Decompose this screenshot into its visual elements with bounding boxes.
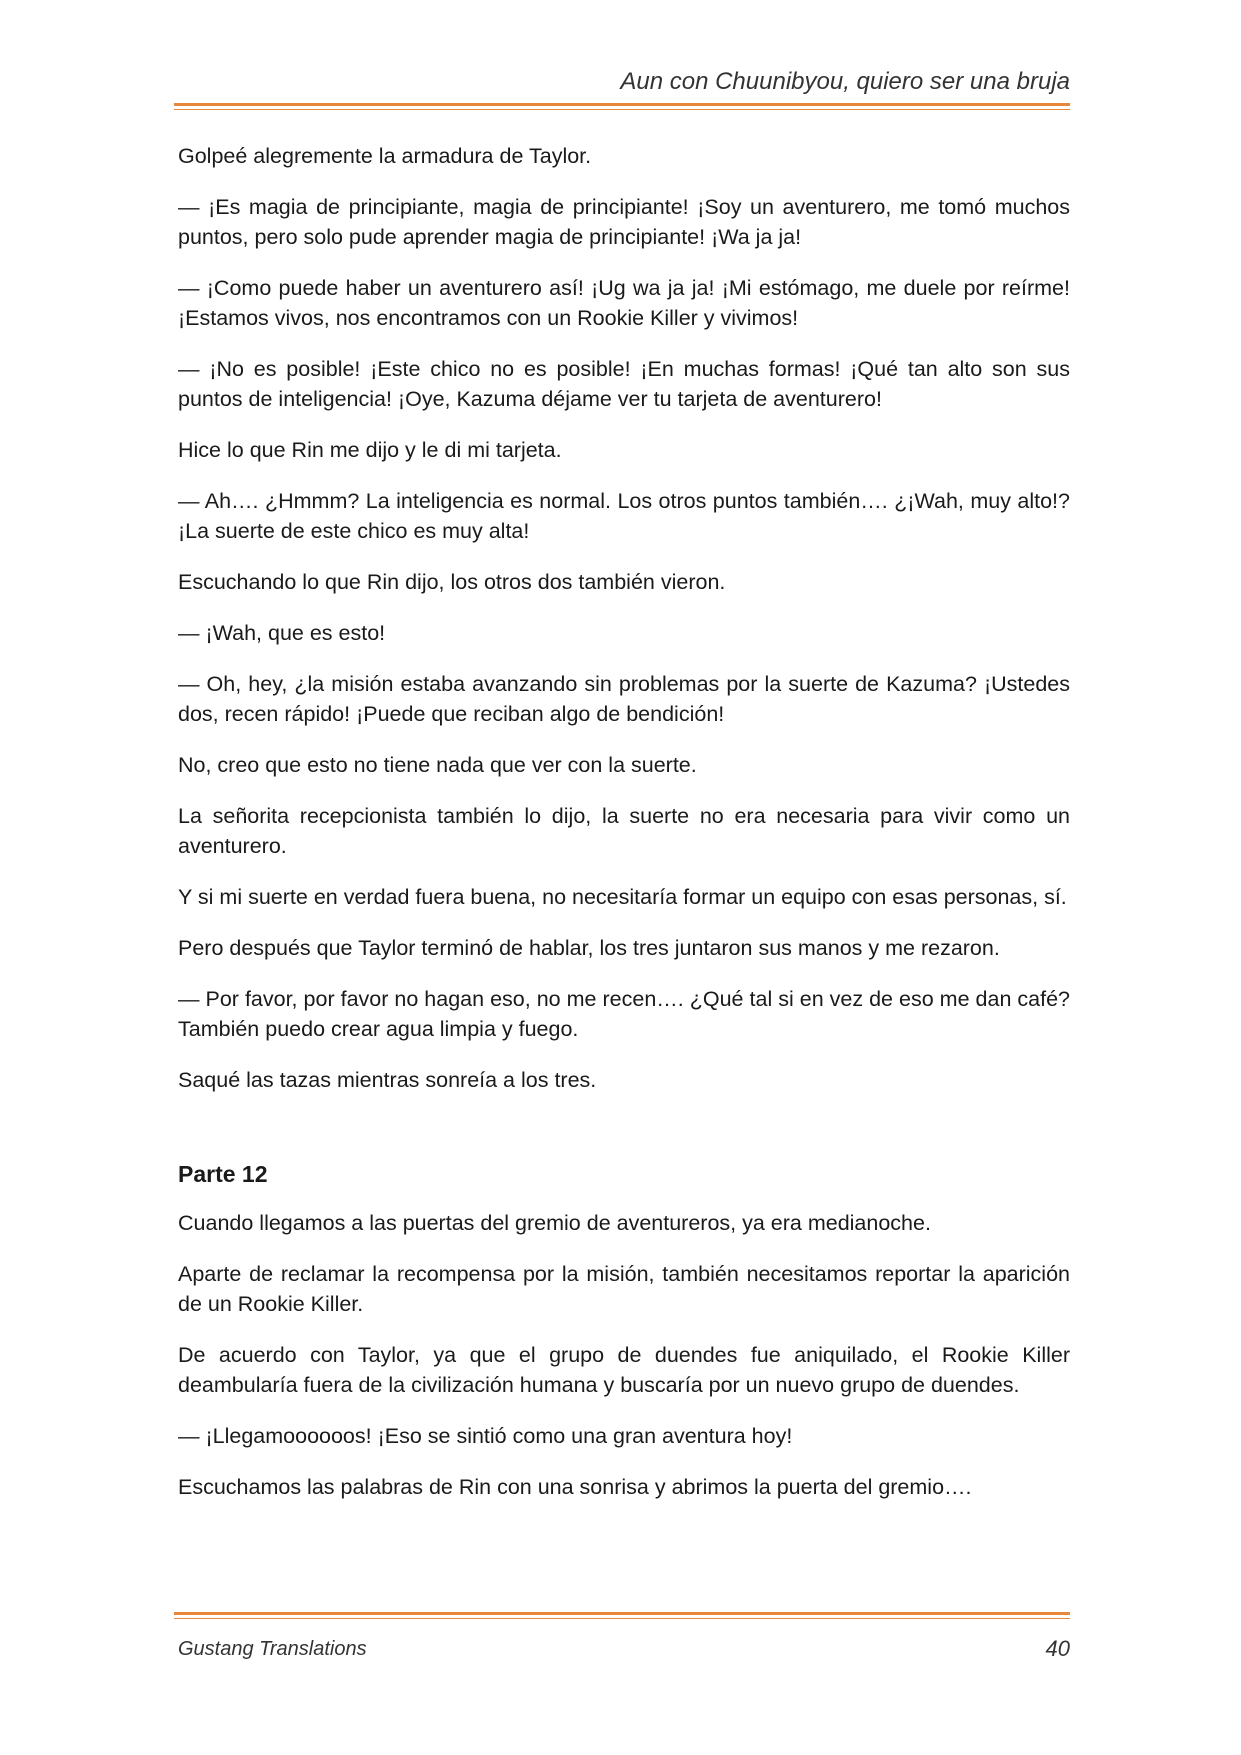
- paragraph: Aparte de reclamar la recompensa por la misión, también necesitamos reportar la aparición de un Rookie Killer.: [178, 1262, 1070, 1316]
- paragraph: — ¡No es posible! ¡Este chico no es posible! ¡En muchas formas! ¡Qué tan alto son sus puntos de inteligencia! ¡Oye, Kazuma déjame ver tu tarjeta de aventurero!: [178, 357, 1070, 411]
- paragraph: — Por favor, por favor no hagan eso, no me recen…. ¿Qué tal si en vez de eso me dan café? También puedo crear agua limpia y fuego.: [178, 987, 1070, 1041]
- paragraph: Escuchando lo que Rin dijo, los otros dos también vieron.: [178, 570, 726, 594]
- paragraph: — ¡Llegamoooooos! ¡Eso se sintió como una gran aventura hoy!: [178, 1424, 793, 1448]
- paragraph: Golpeé alegremente la armadura de Taylor.: [178, 144, 592, 168]
- paragraph: — Oh, hey, ¿la misión estaba avanzando sin problemas por la suerte de Kazuma? ¡Ustedes dos, recen rápido! ¡Puede que reciban algo de bendición!: [178, 672, 1070, 726]
- paragraph: — ¡Como puede haber un aventurero así! ¡Ug wa ja ja! ¡Mi estómago, me duele por reírme! ¡Estamos vivos, nos encontramos con un Rookie Killer y vivimos!: [178, 276, 1070, 330]
- footer-rule-thin: [174, 1618, 1070, 1619]
- paragraph: Y si mi suerte en verdad fuera buena, no necesitaría formar un equipo con esas personas, sí.: [178, 885, 1067, 909]
- paragraph: — Ah…. ¿Hmmm? La inteligencia es normal. Los otros puntos también…. ¿¡Wah, muy alto!? ¡La suerte de este chico es muy alta!: [178, 489, 1070, 543]
- paragraph: Saqué las tazas mientras sonreía a los tres.: [178, 1068, 597, 1092]
- paragraph: De acuerdo con Taylor, ya que el grupo de duendes fue aniquilado, el Rookie Killer deambularía fuera de la civilización humana y buscaría por un nuevo grupo de duendes.: [178, 1343, 1070, 1397]
- paragraph: Pero después que Taylor terminó de hablar, los tres juntaron sus manos y me rezaron.: [178, 936, 1000, 960]
- paragraph: Escuchamos las palabras de Rin con una sonrisa y abrimos la puerta del gremio….: [178, 1475, 972, 1499]
- header-rule-thick: [174, 103, 1070, 106]
- paragraph: Cuando llegamos a las puertas del gremio de aventureros, ya era medianoche.: [178, 1211, 931, 1235]
- section-heading: Parte 12: [178, 1161, 268, 1187]
- page-header-title: Aun con Chuunibyou, quiero ser una bruja: [620, 68, 1070, 95]
- page-number: 40: [1045, 1636, 1070, 1661]
- footer-rule-thick: [174, 1612, 1070, 1615]
- footer-publisher: Gustang Translations: [178, 1638, 367, 1660]
- paragraph: — ¡Es magia de principiante, magia de principiante! ¡Soy un aventurero, me tomó muchos puntos, pero solo pude aprender magia de principiante! ¡Wa ja ja!: [178, 195, 1070, 249]
- paragraph: Hice lo que Rin me dijo y le di mi tarjeta.: [178, 438, 562, 462]
- paragraph: La señorita recepcionista también lo dijo, la suerte no era necesaria para vivir como un aventurero.: [178, 804, 1070, 858]
- header-rule-thin: [174, 109, 1070, 110]
- page-body: [178, 141, 1070, 1523]
- paragraph: — ¡Wah, que es esto!: [178, 621, 386, 645]
- paragraph: No, creo que esto no tiene nada que ver con la suerte.: [178, 753, 697, 777]
